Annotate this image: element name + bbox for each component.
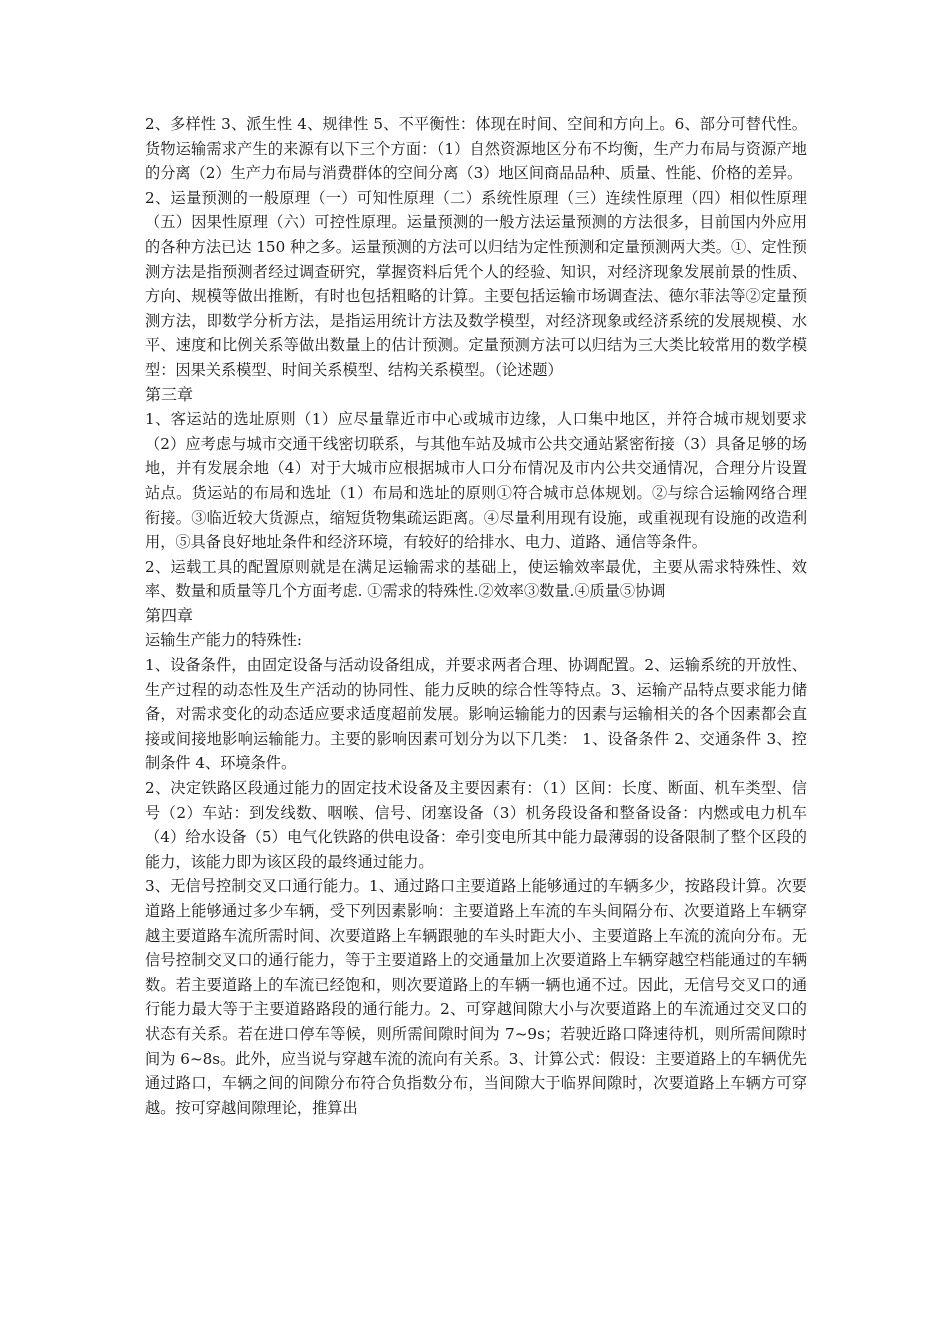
paragraph-station-siting: 1、客运站的选址原则（1）应尽量靠近市中心或城市边缘，人口集中地区，并符合城市规划要求（2）应考虑与城市交通干线密切联系，与其他车站及城市公共交通站紧密衔接（3）具备足够的场地，并有发展余地（4）对于大城市应根据城市人口分布情况及市内公共交通情况，合理分片设置站点。货运站的布局和选址（1）布局和选址的原则①符合城市总体规划。②与综合运输网络合理衔接。③临近较大货源点，缩短货物集疏运距离。④尽量利用现有设施，或重视现有设施的改造利用，⑤具备良好地址条件和经济环境，有较好的给排水、电力、道路、通信等条件。 (145, 410, 807, 552)
paragraph-capacity-factors: 1、设备条件，由固定设备与活动设备组成，并要求两者合理、协调配置。2、运输系统的开放性、生产过程的动态性及生产活动的协同性、能力反映的综合性等特点。3、运输产品特点要求能力储备，对需求变化的动态适应要求适度超前发展。影响运输能力的因素与运输相关的各个因素都会直接或间接地影响运输能力。主要的影响因素可划分为以下几类： 1、设备条件 2、交通条件 3、控制条件 4、环境条件。 (145, 656, 807, 773)
paragraph-railway-capacity: 2、决定铁路区段通过能力的固定技术设备及主要因素有：（1）区间：长度、断面、机车类型、信号（2）车站：到发线数、咽喉、信号、闭塞设备（3）机务段设备和整备设备：内燃或电力机车（4）给水设备（5）电气化铁路的供电设备：牵引变电所其中能力最薄弱的设备限制了整个区段的能力，该能力即为该区段的最终通过能力。 (145, 779, 807, 871)
chapter-heading-4: 第四章 (145, 605, 194, 625)
chapter-heading-3: 第三章 (145, 384, 194, 404)
paragraph-intersection-capacity: 3、无信号控制交叉口通行能力。1、通过路口主要道路上能够通过的车辆多少，按路段计算。次要道路上能够通过多少车辆，受下列因素影响：主要道路上车流的车头间隔分布、次要道路上车辆穿越主要道路车流所需时间、次要道路上车辆跟驰的车头时距大小、主要道路上车流的流向分布。无信号控制交叉口的通行能力，等于主要道路上的交通量加上次要道路上车辆穿越空档能通过的车辆数。若主要道路上的车流已经饱和，则次要道路上的车辆一辆也通不过。因此，无信号交叉口的通行能力最大等于主要道路路段的通行能力。2、可穿越间隙大小与次要道路上的车流通过交叉口的状态有关系。若在进口停车等候，则所需间隙时间为 7~9s；若驶近路口降速待机，则所需间隙时间为 6~8s。此外，应当说与穿越车流的流向有关系。3、计算公式：假设：主要道路上的车辆优先通过路口，车辆之间的间隙分布符合负指数分布，当间隙大于临界间隙时，次要道路上车辆方可穿越。按可穿越间隙理论，推算出 (145, 877, 807, 1117)
paragraph-forecast-principles: 2、运量预测的一般原理（一）可知性原理（二）系统性原理（三）连续性原理（四）相似性原理（五）因果性原理（六）可控性原理。运量预测的一般方法运量预测的方法很多，目前国内外应用的各种方法已达 150 种之多。运量预测的方法可以归结为定性预测和定量预测两大类。①、定性预测方法是指预测者经过调查研究，掌握资料后凭个人的经验、知识，对经济现象发展前景的性质、方向、规模等做出推断，有时也包括粗略的计算。主要包括运输市场调查法、德尔菲法等②定量预测方法，即数学分析方法，是指运用统计方法及数学模型，对经济现象或经济系统的发展规模、水平、速度和比例关系等做出数量上的估计预测。定量预测方法可以归结为三大类比较常用的数学模型：因果关系模型、时间关系模型、结构关系模型。（论述题） (145, 188, 807, 379)
paragraph-vehicle-allocation: 2、运载工具的配置原则就是在满足运输需求的基础上，使运输效率最优，主要从需求特殊性、效率、数量和质量等几个方面考虑. ①需求的特殊性.②效率③数量.④质量⑤协调 (145, 557, 807, 601)
document-page (145, 112, 807, 1120)
paragraph-capacity-subtitle: 运输生产能力的特殊性: (145, 631, 302, 650)
paragraph-demand-characteristics: 2、多样性 3、派生性 4、规律性 5、不平衡性：体现在时间、空间和方向上。6、部分可替代性。货物运输需求产生的来源有以下三个方面：（1）自然资源地区分布不均衡，生产力布局与资源产地的分离（2）生产力布局与消费群体的空间分离（3）地区间商品品种、质量、性能、价格的差异。 (145, 115, 807, 183)
